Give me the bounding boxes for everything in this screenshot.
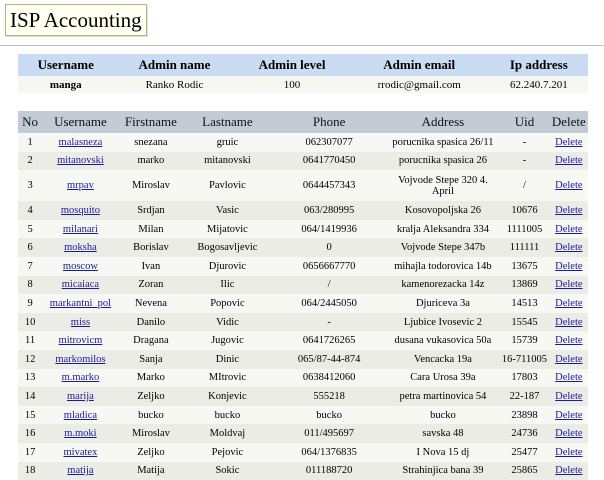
username-link[interactable]: marija xyxy=(67,390,94,402)
cell-address: Ljubice Ivosevic 2 xyxy=(387,313,500,332)
cell-address: Djuriceva 3a xyxy=(387,294,500,313)
cell-firstname: Ivan xyxy=(119,257,183,276)
username-link[interactable]: m.moki xyxy=(64,428,97,440)
cell-firstname: snezana xyxy=(119,133,183,152)
username-link[interactable]: malasneza xyxy=(58,136,103,148)
cell-delete xyxy=(550,424,588,443)
cell-address: mihajla todorovica 14b xyxy=(387,257,500,276)
cell-firstname: Marko xyxy=(119,369,183,388)
delete-link[interactable]: Delete xyxy=(555,242,583,254)
cell-delete xyxy=(550,331,588,350)
cell-delete xyxy=(550,406,588,425)
cell-phone: 011188720 xyxy=(272,462,387,480)
cell-address: Cara Urosa 39a xyxy=(387,369,500,388)
col-firstname: Firstname xyxy=(119,111,183,133)
delete-link[interactable]: Delete xyxy=(555,335,583,347)
cell-username xyxy=(42,220,119,239)
table-row xyxy=(18,369,588,388)
cell-username xyxy=(42,201,119,220)
cell-username xyxy=(42,313,119,332)
admin-row xyxy=(18,76,588,93)
cell-lastname: Pejovic xyxy=(183,443,272,462)
cell-username xyxy=(42,152,119,171)
cell-delete xyxy=(550,220,588,239)
admin-username: manga xyxy=(18,76,114,93)
cell-uid: 15739 xyxy=(499,331,549,350)
cell-phone: 063/280995 xyxy=(272,201,387,220)
username-link[interactable]: mitanovski xyxy=(57,155,104,167)
cell-uid: 25865 xyxy=(499,462,549,480)
page-title: ISP Accounting xyxy=(5,4,147,36)
delete-link[interactable]: Delete xyxy=(555,155,583,167)
cell-address: porucnika spasica 26 xyxy=(387,152,500,171)
admin-col-ip-address: Ip address xyxy=(490,54,588,76)
cell-no: 5 xyxy=(18,220,42,239)
admin-col-admin-level: Admin level xyxy=(235,54,348,76)
cell-delete xyxy=(550,257,588,276)
cell-uid: - xyxy=(499,133,549,152)
table-row xyxy=(18,220,588,239)
cell-phone: 0 xyxy=(272,238,387,257)
cell-no: 7 xyxy=(18,257,42,276)
username-link[interactable]: moscow xyxy=(62,260,98,272)
admin-ip-address: 62.240.7.201 xyxy=(490,76,588,93)
cell-address: kralja Aleksandra 334 xyxy=(387,220,500,239)
cell-firstname: Danilo xyxy=(119,313,183,332)
delete-link[interactable]: Delete xyxy=(555,136,583,148)
cell-firstname: Milan xyxy=(119,220,183,239)
cell-address: porucnika spasica 26/11 xyxy=(387,133,500,152)
delete-link[interactable]: Delete xyxy=(555,465,583,477)
cell-delete xyxy=(550,369,588,388)
col-no: No xyxy=(18,111,42,133)
cell-firstname: Zoran xyxy=(119,276,183,295)
table-row xyxy=(18,152,588,171)
cell-uid: 24736 xyxy=(499,424,549,443)
cell-lastname: Moldvaj xyxy=(183,424,272,443)
username-link[interactable]: mosquito xyxy=(60,204,100,216)
table-row xyxy=(18,313,588,332)
cell-username xyxy=(42,443,119,462)
cell-no: 16 xyxy=(18,424,42,443)
cell-uid: 23898 xyxy=(499,406,549,425)
cell-phone: 064/2445050 xyxy=(272,294,387,313)
cell-no: 12 xyxy=(18,350,42,369)
cell-delete xyxy=(550,238,588,257)
cell-no: 11 xyxy=(18,331,42,350)
cell-lastname: Vasic xyxy=(183,201,272,220)
title-divider xyxy=(0,45,604,46)
cell-uid: 25477 xyxy=(499,443,549,462)
cell-delete xyxy=(550,276,588,295)
cell-phone: 064/1419936 xyxy=(272,220,387,239)
cell-phone: 0641726265 xyxy=(272,331,387,350)
cell-lastname: gruic xyxy=(183,133,272,152)
col-username: Username xyxy=(42,111,119,133)
cell-lastname: Dinic xyxy=(183,350,272,369)
cell-firstname: Sanja xyxy=(119,350,183,369)
cell-lastname: Ilic xyxy=(183,276,272,295)
delete-link[interactable]: Delete xyxy=(555,297,583,309)
delete-link[interactable]: Delete xyxy=(555,279,583,291)
users-table xyxy=(18,111,588,480)
username-link[interactable]: mivatex xyxy=(63,446,98,458)
cell-phone: 0638412060 xyxy=(272,369,387,388)
username-link[interactable]: markantni_pol xyxy=(49,297,112,309)
table-row xyxy=(18,133,588,152)
delete-link[interactable]: Delete xyxy=(555,353,583,365)
cell-delete xyxy=(550,201,588,220)
cell-uid: 15545 xyxy=(499,313,549,332)
cell-phone: - xyxy=(272,313,387,332)
delete-link[interactable]: Delete xyxy=(555,428,583,440)
admin-name: Ranko Rodic xyxy=(114,76,236,93)
cell-lastname: Mijatovic xyxy=(183,220,272,239)
cell-no: 17 xyxy=(18,443,42,462)
cell-address: savska 48 xyxy=(387,424,500,443)
cell-firstname: Dragana xyxy=(119,331,183,350)
cell-firstname: Zeljko xyxy=(119,443,183,462)
cell-delete xyxy=(550,152,588,171)
cell-phone: 555218 xyxy=(272,387,387,406)
cell-username xyxy=(42,424,119,443)
cell-uid: 17803 xyxy=(499,369,549,388)
table-row xyxy=(18,201,588,220)
cell-address: Vencacka 19a xyxy=(387,350,500,369)
cell-username xyxy=(42,294,119,313)
cell-username xyxy=(42,350,119,369)
cell-uid: 10676 xyxy=(499,201,549,220)
admin-info-table xyxy=(18,54,588,93)
cell-no: 14 xyxy=(18,387,42,406)
cell-uid: 13869 xyxy=(499,276,549,295)
cell-phone: 011/495697 xyxy=(272,424,387,443)
cell-username xyxy=(42,238,119,257)
cell-delete xyxy=(550,387,588,406)
cell-phone: 0656667770 xyxy=(272,257,387,276)
cell-firstname: marko xyxy=(119,152,183,171)
username-link[interactable]: milanari xyxy=(62,223,98,235)
cell-uid: 13675 xyxy=(499,257,549,276)
cell-address: petra martinovica 54 xyxy=(387,387,500,406)
col-delete: Delete xyxy=(550,111,588,133)
cell-phone: 064/1376835 xyxy=(272,443,387,462)
cell-lastname: Sokic xyxy=(183,462,272,480)
col-lastname: Lastname xyxy=(183,111,272,133)
cell-address: dusana vukasovica 50a xyxy=(387,331,500,350)
table-row xyxy=(18,443,588,462)
cell-delete xyxy=(550,313,588,332)
table-row xyxy=(18,331,588,350)
users-header-row xyxy=(18,111,588,133)
delete-link[interactable]: Delete xyxy=(555,446,583,458)
cell-username xyxy=(42,133,119,152)
table-row xyxy=(18,387,588,406)
username-link[interactable]: matija xyxy=(67,465,94,477)
admin-level: 100 xyxy=(235,76,348,93)
cell-no: 1 xyxy=(18,133,42,152)
cell-address: Kosovopoljska 26 xyxy=(387,201,500,220)
cell-delete xyxy=(550,350,588,369)
cell-lastname: mitanovski xyxy=(183,152,272,171)
table-row xyxy=(18,170,588,201)
cell-phone: 065/87-44-874 xyxy=(272,350,387,369)
cell-no: 8 xyxy=(18,276,42,295)
cell-username xyxy=(42,462,119,480)
delete-link[interactable]: Delete xyxy=(555,390,583,402)
cell-uid: 1111005 xyxy=(499,220,549,239)
cell-uid: 111111 xyxy=(499,238,549,257)
cell-address: Strahinjica bana 39 xyxy=(387,462,500,480)
cell-phone: / xyxy=(272,276,387,295)
cell-delete xyxy=(550,462,588,480)
cell-address: Vojvode Stepe 347b xyxy=(387,238,500,257)
cell-no: 18 xyxy=(18,462,42,480)
cell-no: 2 xyxy=(18,152,42,171)
cell-lastname: Pavlovic xyxy=(183,170,272,201)
username-link[interactable]: markomilos xyxy=(55,353,106,365)
delete-link[interactable]: Delete xyxy=(555,223,583,235)
cell-no: 13 xyxy=(18,369,42,388)
cell-uid: - xyxy=(499,152,549,171)
cell-username xyxy=(42,257,119,276)
cell-delete xyxy=(550,443,588,462)
cell-username xyxy=(42,369,119,388)
cell-lastname: Bogosavljevic xyxy=(183,238,272,257)
cell-uid: 14513 xyxy=(499,294,549,313)
cell-uid: 16-711005 xyxy=(499,350,549,369)
cell-no: 15 xyxy=(18,406,42,425)
cell-username xyxy=(42,276,119,295)
username-link[interactable]: micaiaca xyxy=(61,279,100,291)
table-row xyxy=(18,350,588,369)
admin-email: rrodic@gmail.com xyxy=(349,76,490,93)
col-phone: Phone xyxy=(272,111,387,133)
cell-firstname: Zeljko xyxy=(119,387,183,406)
username-link[interactable]: mitrovicm xyxy=(58,335,103,347)
table-row xyxy=(18,462,588,480)
cell-delete xyxy=(550,294,588,313)
col-uid: Uid xyxy=(499,111,549,133)
cell-firstname: Srdjan xyxy=(119,201,183,220)
col-address: Address xyxy=(387,111,500,133)
cell-no: 9 xyxy=(18,294,42,313)
cell-username xyxy=(42,406,119,425)
table-row xyxy=(18,424,588,443)
table-row xyxy=(18,294,588,313)
cell-lastname: bucko xyxy=(183,406,272,425)
username-link[interactable]: mladica xyxy=(63,409,98,421)
admin-header-row xyxy=(18,54,588,76)
username-link[interactable]: moksha xyxy=(64,242,97,254)
cell-lastname: MItrovic xyxy=(183,369,272,388)
cell-no: 4 xyxy=(18,201,42,220)
admin-col-username: Username xyxy=(18,54,114,76)
users-table-body xyxy=(18,133,588,480)
admin-col-admin-email: Admin email xyxy=(349,54,490,76)
cell-lastname: Djurovic xyxy=(183,257,272,276)
cell-firstname: bucko xyxy=(119,406,183,425)
cell-username xyxy=(42,387,119,406)
cell-firstname: Nevena xyxy=(119,294,183,313)
cell-firstname: Matija xyxy=(119,462,183,480)
cell-phone: 0641770450 xyxy=(272,152,387,171)
cell-delete xyxy=(550,133,588,152)
cell-username xyxy=(42,170,119,201)
delete-link[interactable]: Delete xyxy=(555,180,583,192)
cell-phone: 0644457343 xyxy=(272,170,387,201)
cell-lastname: Popovic xyxy=(183,294,272,313)
username-link[interactable]: miss xyxy=(70,316,91,328)
table-row xyxy=(18,276,588,295)
table-row xyxy=(18,406,588,425)
username-link[interactable]: mrpav xyxy=(67,180,94,192)
cell-lastname: Vidic xyxy=(183,313,272,332)
cell-firstname: Borislav xyxy=(119,238,183,257)
cell-no: 3 xyxy=(18,170,42,201)
delete-link[interactable]: Delete xyxy=(555,204,583,216)
cell-firstname: Miroslav xyxy=(119,170,183,201)
cell-address: I Nova 15 dj xyxy=(387,443,500,462)
cell-uid: / xyxy=(499,170,549,201)
cell-firstname: Miroslav xyxy=(119,424,183,443)
delete-link[interactable]: Delete xyxy=(555,316,583,328)
cell-no: 6 xyxy=(18,238,42,257)
cell-lastname: Konjevic xyxy=(183,387,272,406)
cell-address: bucko xyxy=(387,406,500,425)
cell-phone: 062307077 xyxy=(272,133,387,152)
admin-col-admin-name: Admin name xyxy=(114,54,236,76)
cell-uid: 22-187 xyxy=(499,387,549,406)
delete-link[interactable]: Delete xyxy=(555,372,583,384)
delete-link[interactable]: Delete xyxy=(555,260,583,272)
delete-link[interactable]: Delete xyxy=(555,409,583,421)
cell-no: 10 xyxy=(18,313,42,332)
username-link[interactable]: m.marko xyxy=(61,372,100,384)
cell-lastname: Jugovic xyxy=(183,331,272,350)
cell-address: kamenorezacka 14z xyxy=(387,276,500,295)
cell-delete xyxy=(550,170,588,201)
table-row xyxy=(18,238,588,257)
table-row xyxy=(18,257,588,276)
cell-username xyxy=(42,331,119,350)
cell-phone: bucko xyxy=(272,406,387,425)
cell-address: Vojvode Stepe 320 4. April xyxy=(387,170,500,201)
